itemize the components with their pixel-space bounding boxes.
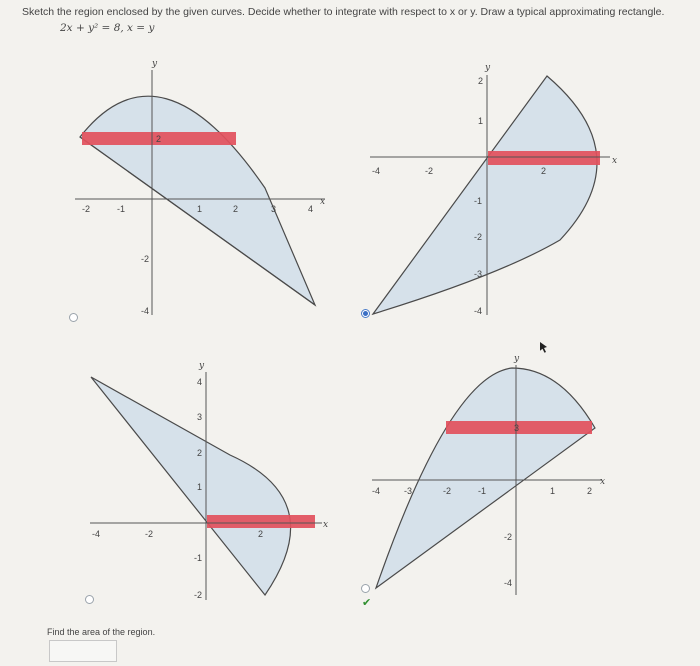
tick-label: 2 <box>587 486 593 496</box>
check-icon: ✔ <box>362 597 372 609</box>
x-axis-label-c: x <box>323 520 329 530</box>
tick-label: 2 <box>197 448 203 458</box>
tick-label: 2 <box>233 204 239 214</box>
tick-label: 1 <box>478 116 484 126</box>
tick-label: -2 <box>194 590 203 600</box>
tick-label: -2 <box>443 486 452 496</box>
tick-label: -4 <box>504 578 513 588</box>
tick-label: -4 <box>141 306 150 316</box>
tick-label: -4 <box>92 529 101 539</box>
tick-label: 1 <box>197 204 203 214</box>
tick-label: 2 <box>478 76 484 86</box>
tick-label: -3 <box>474 269 483 279</box>
tick-label: 3 <box>197 412 203 422</box>
tick-label: -2 <box>474 232 483 242</box>
x-axis-label-b: x <box>612 156 618 166</box>
area-prompt: Find the area of the region. <box>47 627 156 637</box>
tick-label: -1 <box>474 196 483 206</box>
area-answer-input[interactable] <box>49 640 117 662</box>
tick-label: -2 <box>141 254 150 264</box>
x-axis-label-d: x <box>600 477 606 487</box>
cursor-icon <box>540 342 547 353</box>
question-equation: 2x + y² = 8, x = y <box>60 22 155 34</box>
tick-label: -1 <box>194 553 203 563</box>
tick-label: 3 <box>514 423 520 433</box>
tick-label: -4 <box>474 306 483 316</box>
tick-label: 2 <box>156 134 162 144</box>
tick-label: 2 <box>258 529 264 539</box>
question-prompt: Sketch the region enclosed by the given curves. Decide whether to integrate with respect to x or y. Draw a typical approximating rectangle. <box>22 6 665 18</box>
tick-label: -2 <box>425 166 434 176</box>
tick-label: -4 <box>372 486 381 496</box>
y-axis-label-a: y <box>152 59 158 69</box>
option-d-radio[interactable] <box>361 584 370 593</box>
tick-label: -2 <box>82 204 91 214</box>
region-d <box>376 368 595 588</box>
y-axis-label-b: y <box>485 63 491 73</box>
tick-label: -3 <box>404 486 413 496</box>
tick-label: -4 <box>372 166 381 176</box>
tick-label: 1 <box>197 482 203 492</box>
tick-label: -2 <box>504 532 513 542</box>
x-axis-label-a: x <box>320 197 326 207</box>
tick-label: 4 <box>308 204 314 214</box>
tick-label: -2 <box>145 529 154 539</box>
tick-label: -1 <box>478 486 487 496</box>
tick-label: -1 <box>117 204 126 214</box>
tick-label: 4 <box>197 377 203 387</box>
tick-label: 2 <box>541 166 547 176</box>
tick-label: 1 <box>550 486 556 496</box>
tick-label: 3 <box>271 204 277 214</box>
y-axis-label-d: y <box>514 354 520 364</box>
y-axis-label-c: y <box>199 361 205 371</box>
